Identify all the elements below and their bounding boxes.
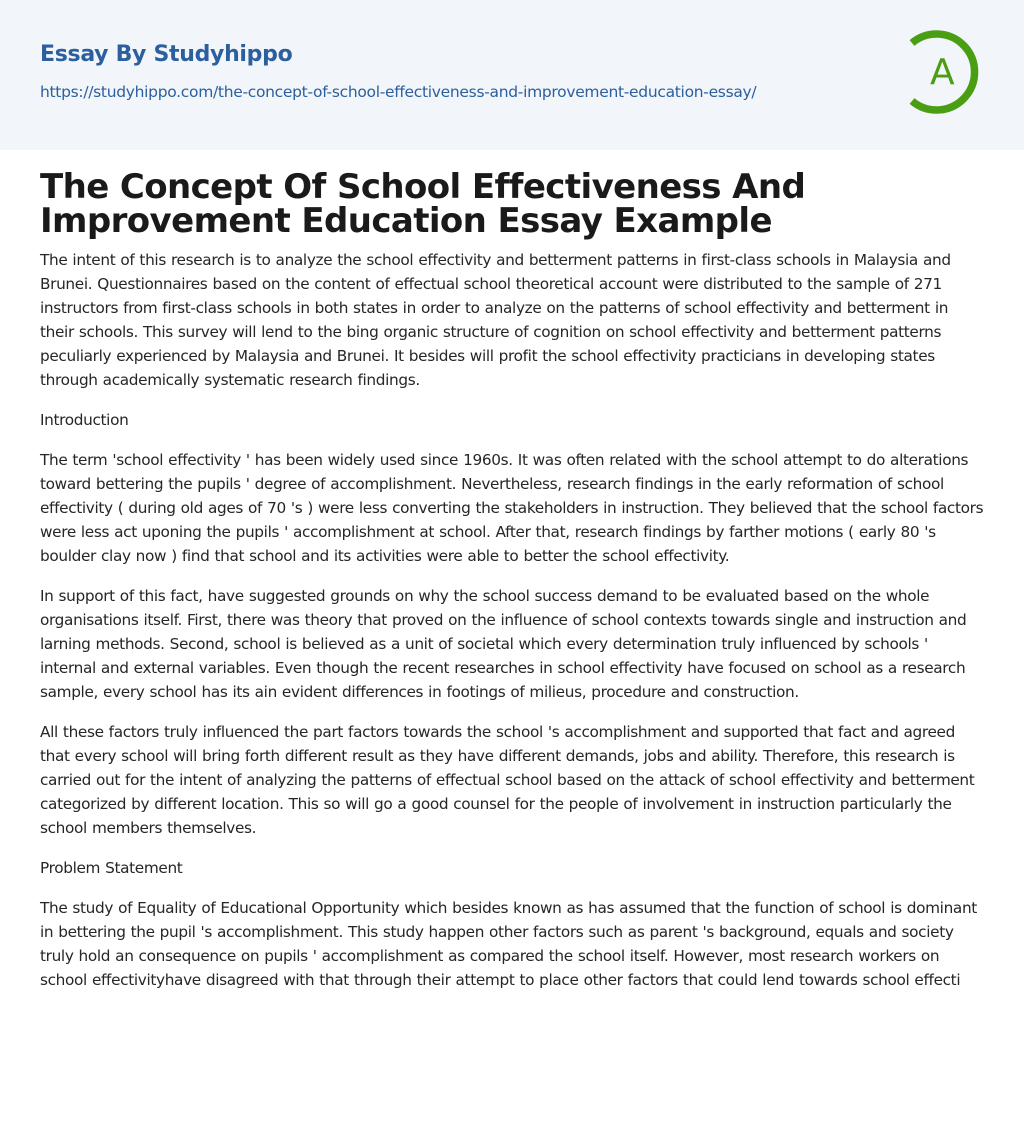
section-heading-problem-statement: Problem Statement	[40, 859, 183, 877]
paragraph-abstract: The intent of this research is to analyze the school effectivity and betterment patterns in first-class schools in Malaysia and Brunei. Questionnaires based on the content of effectual school theoretical account were distributed to the sample of 271 instructors from first-class schools in both states in order to analyze on the patterns of school effectivity and betterment in their schools. This survey will lend to the bing organic structure of cognition on school effectivity and betterment patterns peculiarly experienced by Malaysia and Brunei. It besides will profit the school effectivity practicians in developing states through academically systematic research findings.	[40, 251, 951, 389]
paragraph-factors: All these factors truly influenced the part factors towards the school 's accomplishment and supported that fact and agreed that every school will bring forth different result as they have different demands, jobs and ability. Therefore, this research is carried out for the intent of analyzing the patterns of effectual school based on the attack of school effectivity and betterment categorized by different location. This so will go a good counsel for the people of involvement in instruction particularly the school members themselves.	[40, 723, 975, 837]
paragraph-problem-statement: The study of Equality of Educational Opportunity which besides known as has assumed that the function of school is dominant in bettering the pupil 's accomplishment. This study happen other factors such as parent 's background, equals and society truly hold an consequence on pupils ' accomplishment as compared the school itself. However, most research workers on school effectivityhave disagreed with that through their attempt to place other factors that could lend towards school effecti	[40, 899, 977, 989]
source-url-link[interactable]: https://studyhippo.com/the-concept-of-school-effectiveness-and-improvement-education-essay/	[40, 83, 757, 101]
paragraph-introduction: The term 'school effectivity ' has been widely used since 1960s. It was often related with the school attempt to do alterations toward bettering the pupils ' degree of accomplishment. Nevertheless, research findings in the early reformation of school effectivity ( during old ages of 70 's ) were less converting the stakeholders in instruction. They believed that the school factors were less act uponing the pupils ' accomplishment at school. After that, research findings by farther motions ( early 80 's boulder clay now ) find that school and its activities were able to better the school effectivity.	[40, 451, 984, 565]
site-header	[0, 0, 1024, 150]
svg-text:A: A	[930, 52, 955, 93]
paragraph-support: In support of this fact, have suggested grounds on why the school success demand to be evaluated based on the whole organisations itself. First, there was theory that proved on the influence of school contexts towards single and instruction and larning methods. Second, school is believed as a unit of societal which every determination truly influenced by schools ' internal and external variables. Even though the recent researches in school effectivity have focused on school as a research sample, every school has its ain evident differences in footings of milieus, procedure and construction.	[40, 587, 967, 701]
article-title: The Concept Of School Effectiveness And Improvement Education Essay Example	[40, 167, 806, 241]
brand-title: Essay By Studyhippo	[40, 42, 293, 67]
article	[0, 150, 1024, 1048]
section-heading-introduction: Introduction	[40, 411, 129, 429]
studyhippo-logo-icon[interactable]	[900, 29, 986, 115]
